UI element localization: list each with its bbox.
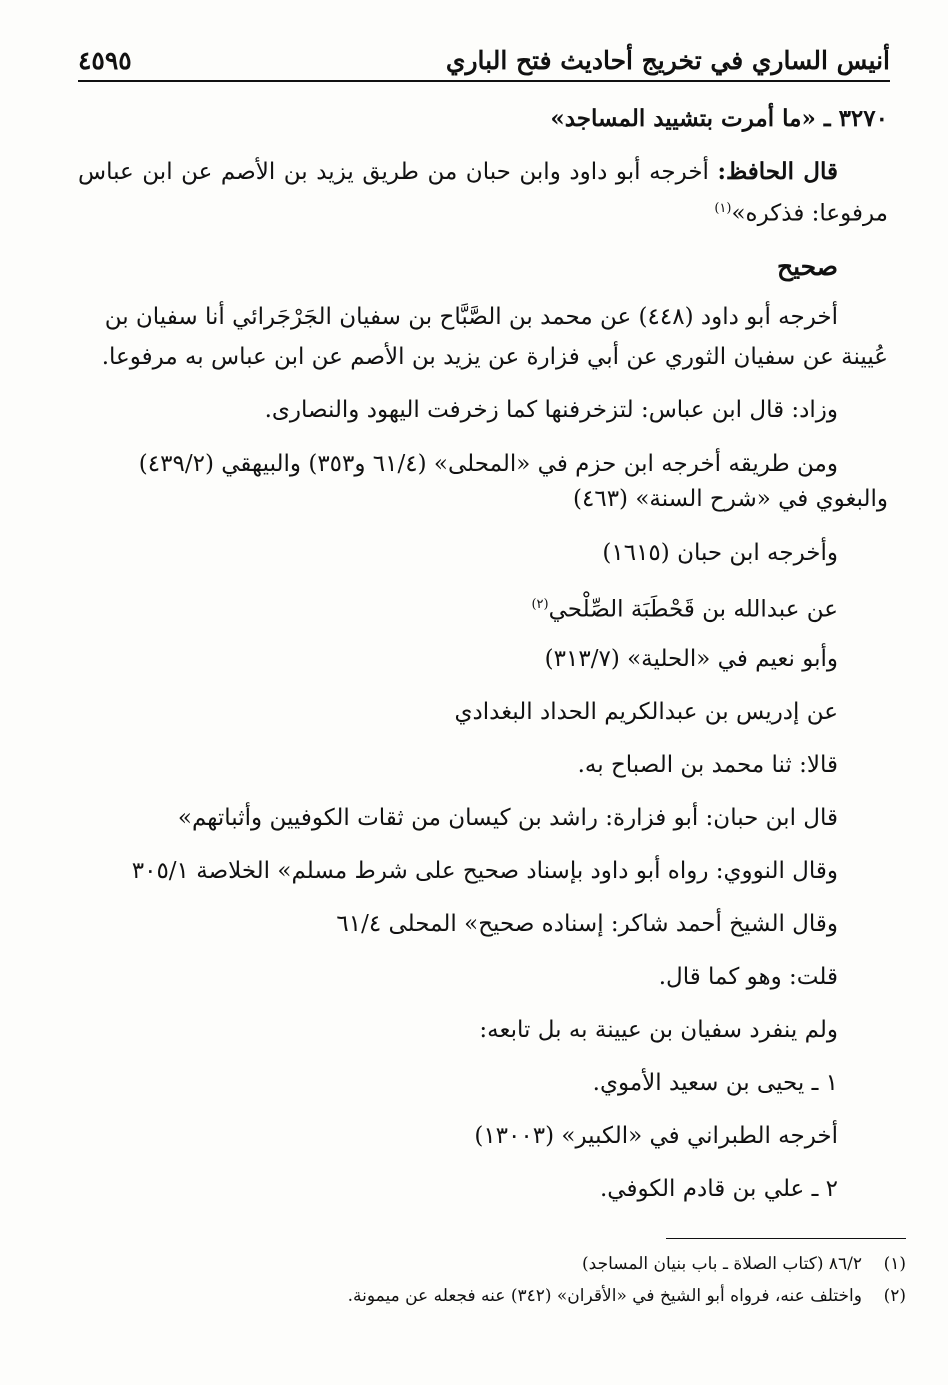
running-header bbox=[78, 40, 890, 82]
footnote-number: (١) bbox=[883, 1254, 906, 1274]
footnote-1 bbox=[78, 1252, 906, 1276]
body-line: عن إدريس بن عبدالكريم الحداد البغدادي bbox=[454, 699, 838, 725]
grade-heading: صحيح bbox=[776, 252, 838, 281]
body-line: وزاد: قال ابن عباس: لتزخرفنها كما زخرفت اليهود والنصارى. bbox=[264, 397, 838, 423]
body-line: وأبو نعيم في «الحلية» (٣١٣/٧) bbox=[544, 646, 838, 672]
footnote-2 bbox=[78, 1284, 906, 1308]
footnote-ref-2: (٢) bbox=[531, 597, 549, 612]
body-line: ومن طريقه أخرجه ابن حزم في «المحلى» (٦١/٤ و٣٥٣) والبيهقي (٤٣٩/٢) bbox=[138, 451, 838, 477]
body-line: قالا: ثنا محمد بن الصباح به. bbox=[577, 752, 838, 778]
body-line: أخرجه الطبراني في «الكبير» (١٣٠٠٣) bbox=[474, 1123, 838, 1149]
body-line: قلت: وهو كما قال. bbox=[658, 964, 838, 990]
quote-line-2: مرفوعا: فذكره»$^{(١)}$ bbox=[714, 200, 888, 227]
book-title: أنيس الساري في تخريج أحاديث فتح الباري bbox=[445, 45, 890, 75]
body-line: أخرجه أبو داود (٤٤٨) عن محمد بن الصَّبَّاح بن سفيان الجَرْجَرائي أنا سفيان بن bbox=[104, 304, 838, 330]
body-line: وقال الشيخ أحمد شاكر: إسناده صحيح» المحلى ٦١/٤ bbox=[336, 911, 838, 937]
page-number: ٤٥٩٥ bbox=[78, 45, 132, 75]
quote-line-1: قال الحافظ: أخرجه أبو داود وابن حبان من طريق يزيد بن الأصم عن ابن عباس bbox=[78, 158, 839, 185]
body-line: عُيينة عن سفيان الثوري عن أبي فزارة عن يزيد بن الأصم عن ابن عباس به مرفوعا. bbox=[101, 344, 888, 370]
entry-heading: ٣٢٧٠ ـ «ما أمرت بتشييد المساجد» bbox=[550, 105, 888, 132]
body-line: عن عبدالله بن قَحْطَبَة الصِّلْحي$^{(٢)}$ bbox=[531, 596, 838, 623]
body-line: قال ابن حبان: أبو فزارة: راشد بن كيسان من ثقات الكوفيين وأثباتهم» bbox=[177, 805, 838, 831]
quote-label: قال الحافظ: bbox=[717, 158, 839, 185]
footnote-text: ٨٦/٢ (كتاب الصلاة ـ باب بنيان المساجد) bbox=[582, 1254, 862, 1274]
body-line: ٢ ـ علي بن قادم الكوفي. bbox=[599, 1176, 838, 1202]
footnote-number: (٢) bbox=[883, 1286, 906, 1306]
body-line: وقال النووي: رواه أبو داود بإسناد صحيح على شرط مسلم» الخلاصة ٣٠٥/١ bbox=[131, 858, 838, 884]
body-line: ولم ينفرد سفيان بن عيينة به بل تابعه: bbox=[479, 1017, 838, 1043]
footnote-ref-1: (١) bbox=[714, 201, 732, 216]
footnote-text: واختلف عنه، فرواه أبو الشيخ في «الأقران» (٣٤٢) عنه فجعله عن ميمونة. bbox=[347, 1286, 862, 1306]
body-line: وأخرجه ابن حبان (١٦١٥) bbox=[602, 540, 838, 566]
footnote-separator bbox=[666, 1238, 906, 1239]
body-line: ١ ـ يحيى بن سعيد الأموي. bbox=[592, 1070, 838, 1096]
body-line: والبغوي في «شرح السنة» (٤٦٣) bbox=[573, 486, 888, 512]
